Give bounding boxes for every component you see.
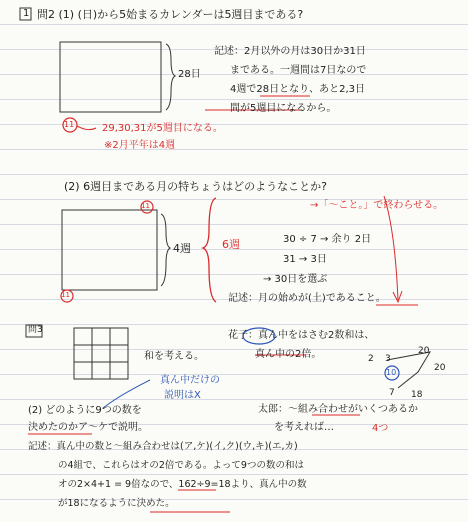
calendar-box-q1	[60, 42, 161, 112]
red-brace-q2	[203, 198, 216, 302]
q1-note-line-3: 4週で28日となり、あと2,3日	[230, 84, 365, 95]
q2-bottom-mark: 11	[61, 291, 70, 299]
q1-note-line-2: まである。一週間は7日なので	[230, 65, 367, 76]
q3-right-note-2: 真ん中の2倍。	[255, 349, 322, 360]
q1-header: 問2 (1) (日)から5始まるカレンダーは5週目まである?	[37, 8, 304, 21]
q2-box-label: 4週	[173, 242, 191, 255]
q3-right-note-1: 花子：真ん中をはさむ2数和は、	[228, 330, 375, 341]
q1-note-line-4: 間が5週目になるから。	[230, 103, 337, 114]
q2-calc-3: → 30日を選ぶ	[263, 274, 328, 285]
q2-calc-2: 31 → 3日	[283, 254, 327, 265]
q2-red-week: 6週	[222, 238, 240, 251]
q3-number-10: 10	[386, 368, 397, 377]
q3-number-2: 2	[368, 354, 374, 364]
q32-taro-2: を考えれば…	[274, 422, 334, 433]
q1-red-note-2: ※2月平年は4週	[104, 140, 176, 151]
calendar-box-q2	[62, 210, 157, 290]
brace-q1	[166, 44, 175, 110]
q32-kijutsu-4: が18になるように決めた。	[58, 498, 175, 509]
q2-note: 記述：月の始めが(土)であること。	[228, 293, 386, 304]
q32-line-1: (2) どのように9つの数を	[28, 405, 142, 416]
q32-kijutsu-2: の4組で、これらはオの2倍である。よって9つの数の和は	[58, 460, 304, 471]
q3-blue-note-2: 説明はX	[164, 390, 201, 401]
question-number: 1	[23, 8, 30, 19]
q32-taro-2-red: 4つ	[372, 423, 389, 434]
brace-q2	[161, 214, 170, 286]
q2-top-mark: 11	[141, 202, 150, 210]
q32-line-2: 決めたのかア〜ケで説明。	[28, 422, 148, 433]
q3-body-text: 和を考える。	[144, 351, 204, 362]
q3-header: 問3	[28, 325, 43, 335]
q2-calc-1: 30 ÷ 7 → 余り 2日	[283, 234, 372, 245]
q1-circle-mark-text: 11	[64, 120, 75, 129]
red-arrow-q1	[77, 126, 96, 130]
q1-note-line-1: 記述：2月以外の月は30日か31日	[214, 46, 366, 57]
q3-number-18: 18	[411, 390, 423, 400]
q3-blue-note-1: 真ん中だけの	[160, 375, 220, 386]
q1-box-label: 28日	[178, 69, 201, 80]
q32-kijutsu-3: オの2×4+1 = 9倍なので、162÷9=18より、真ん中の数	[58, 479, 307, 490]
q1-red-note-1: 29,30,31が5週目になる。	[102, 123, 223, 134]
q3-number-7: 7	[389, 388, 395, 398]
q2-header: (2) 6週目まである月の特ちょうはどのようなことか?	[64, 180, 327, 193]
q3-number-20b: 20	[434, 363, 446, 373]
q32-taro-1: 太郎：〜組み合わせがいくつあるか	[258, 404, 418, 415]
grid-3x3	[74, 328, 128, 379]
red-arrow-line-q2	[384, 196, 398, 300]
q2-red-hint: →「〜こと。」で終わらせる。	[310, 200, 444, 211]
q3-number-3: 3	[385, 354, 391, 364]
q32-kijutsu-1: 記述：真ん中の数と〜組み合わせは(ア,ケ)(イ,ク)(ウ,キ)(エ,カ)	[28, 441, 298, 452]
q3-number-20a: 20	[418, 346, 430, 356]
blue-arrow-q3	[103, 380, 150, 408]
